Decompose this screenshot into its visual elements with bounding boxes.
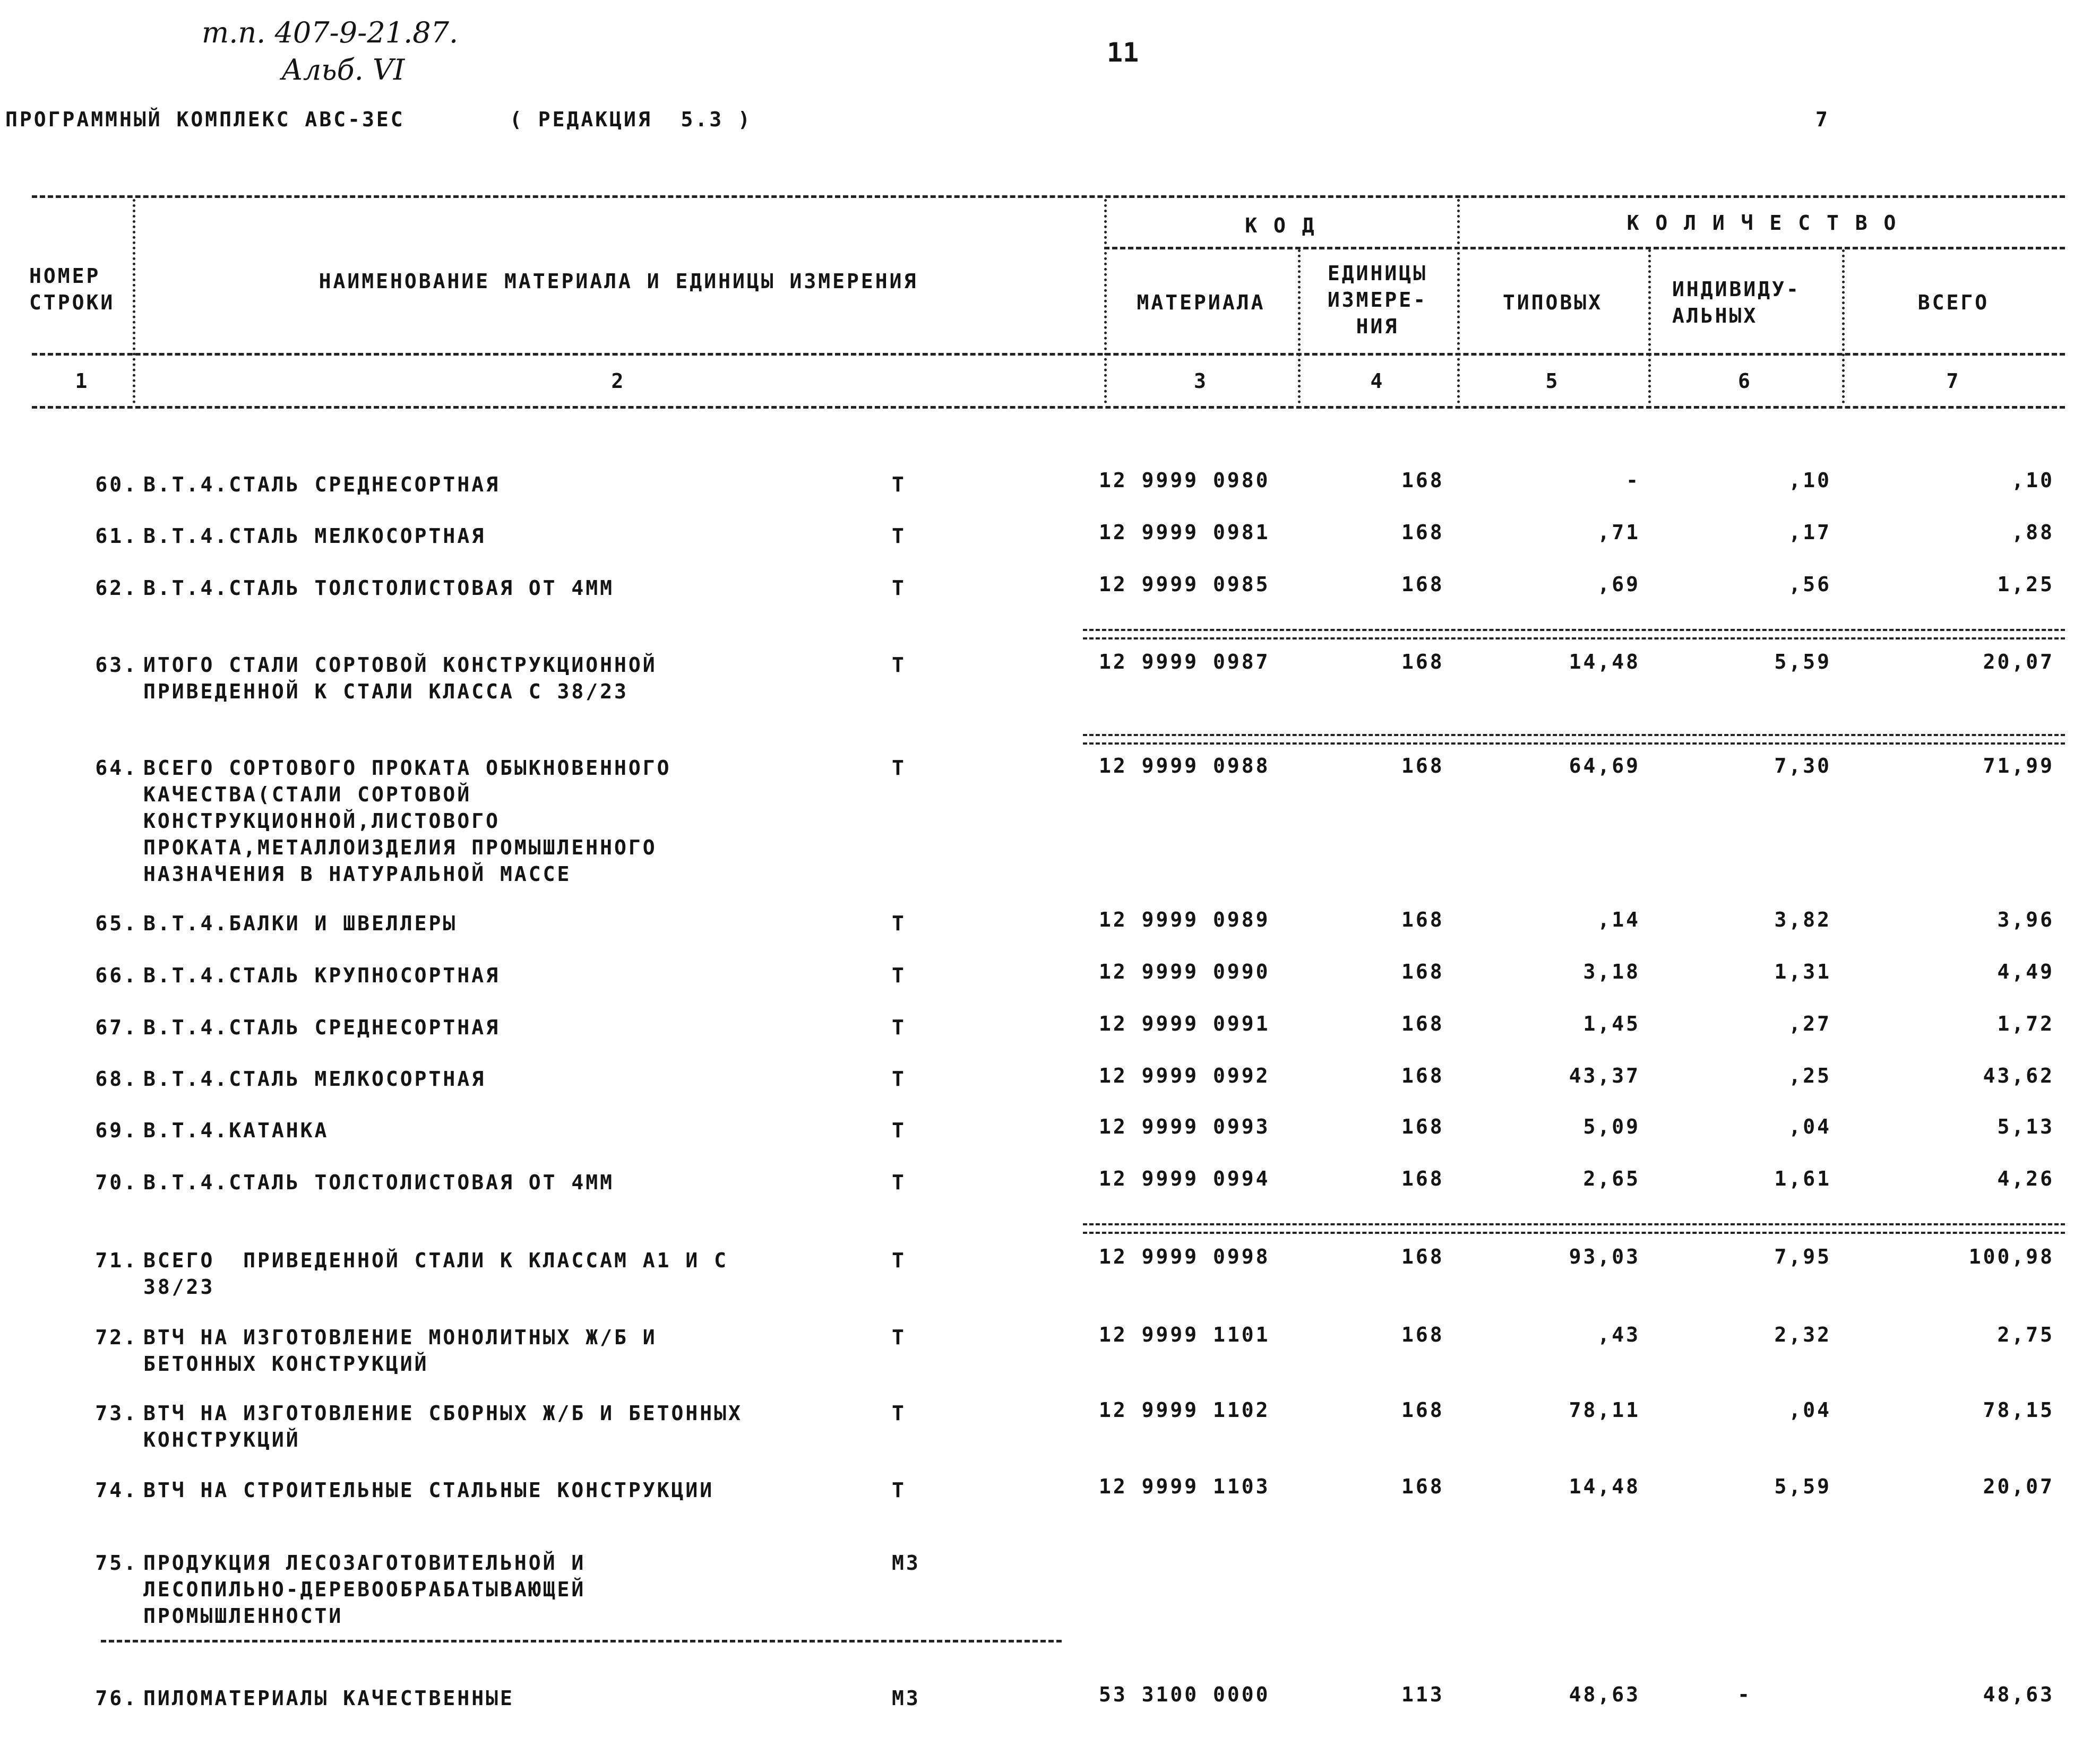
unit-name: Т <box>892 964 906 987</box>
quantity-individual: ,10 <box>1788 469 1831 492</box>
quantity-typical: 1,45 <box>1583 1012 1640 1035</box>
header-total: ВСЕГО <box>1917 291 1990 314</box>
material-name: В.Т.4.СТАЛЬ МЕЛКОСОРТНАЯ <box>143 524 486 548</box>
quantity-individual: ,25 <box>1788 1064 1831 1087</box>
unit-code: 168 <box>1401 1323 1444 1346</box>
column-number: 7 <box>1946 369 1961 393</box>
material-name: В.Т.4.СТАЛЬ ТОЛСТОЛИСТОВАЯ ОТ 4ММ <box>143 576 614 600</box>
quantity-total: ,88 <box>2011 521 2054 544</box>
material-name: ПИЛОМАТЕРИАЛЫ КАЧЕСТВЕННЫЕ <box>143 1687 514 1710</box>
unit-code: 168 <box>1401 469 1444 492</box>
subtotal-rule <box>1083 629 2065 639</box>
quantity-typical: ,43 <box>1597 1323 1640 1346</box>
unit-code: 168 <box>1401 1245 1444 1268</box>
material-code: 12 9999 1101 <box>1099 1323 1270 1346</box>
unit-code: 168 <box>1401 1475 1444 1498</box>
material-code: 12 9999 0991 <box>1099 1012 1270 1035</box>
unit-code: 168 <box>1401 960 1444 983</box>
unit-name: Т <box>892 1249 906 1272</box>
unit-name: Т <box>892 653 906 677</box>
unit-name: Т <box>892 1479 906 1502</box>
material-name: ПРОДУКЦИЯ ЛЕСОЗАГОТОВИТЕЛЬНОЙ И ЛЕСОПИЛЬНО-ДЕРЕВООБРАБАТЫВАЮЩЕЙ ПРОМЫШЛЕННОСТИ <box>143 1551 586 1628</box>
row-number: 74. <box>95 1479 138 1502</box>
row-number: 71. <box>95 1249 138 1272</box>
unit-code: 168 <box>1401 1012 1444 1035</box>
column-number: 3 <box>1194 369 1208 393</box>
quantity-individual: 5,59 <box>1774 1475 1831 1498</box>
quantity-total: 3,96 <box>1997 908 2054 931</box>
material-code: 12 9999 0992 <box>1099 1064 1270 1087</box>
handwritten-reference-line1: т.п. 407-9-21.87. <box>202 16 459 49</box>
unit-name: Т <box>892 912 906 935</box>
quantity-total: 48,63 <box>1983 1683 2054 1706</box>
page-number-center: 11 <box>1107 37 1139 68</box>
quantity-individual: 7,30 <box>1774 754 1831 777</box>
row-number: 64. <box>95 756 138 780</box>
material-name: В.Т.4.СТАЛЬ КРУПНОСОРТНАЯ <box>143 964 500 987</box>
material-code: 12 9999 0980 <box>1099 469 1270 492</box>
quantity-total: 71,99 <box>1983 754 2054 777</box>
column-number: 4 <box>1370 369 1385 393</box>
header-individual: ИНДИВИДУ- АЛЬНЫХ <box>1672 278 1801 327</box>
quantity-typical: 5,09 <box>1583 1115 1640 1138</box>
quantity-total: ,10 <box>2011 469 2054 492</box>
unit-code: 168 <box>1401 1398 1444 1422</box>
unit-name: Т <box>892 524 906 548</box>
header-unit: ЕДИНИЦЫ ИЗМЕРЕ- НИЯ <box>1327 262 1428 338</box>
material-name: ИТОГО СТАЛИ СОРТОВОЙ КОНСТРУКЦИОННОЙ ПРИВЕДЕННОЙ К СТАЛИ КЛАССА С 38/23 <box>143 653 657 703</box>
material-name: В.Т.4.СТАЛЬ СРЕДНЕСОРТНАЯ <box>143 473 500 496</box>
quantity-total: 5,13 <box>1997 1115 2054 1138</box>
unit-code: 168 <box>1401 908 1444 931</box>
material-code: 12 9999 0989 <box>1099 908 1270 931</box>
material-name: ВТЧ НА СТРОИТЕЛЬНЫЕ СТАЛЬНЫЕ КОНСТРУКЦИИ <box>143 1479 715 1502</box>
column-number: 5 <box>1545 369 1560 393</box>
program-edition: ( РЕДАКЦИЯ 5.3 ) <box>510 108 752 131</box>
header-quantity-group: К О Л И Ч Е С Т В О <box>1626 211 1898 235</box>
quantity-typical: ,71 <box>1597 521 1640 544</box>
row-number: 62. <box>95 576 138 600</box>
material-name: В.Т.4.СТАЛЬ СРЕДНЕСОРТНАЯ <box>143 1016 500 1039</box>
quantity-total: 4,49 <box>1997 960 2054 983</box>
unit-code: 168 <box>1401 754 1444 777</box>
material-code: 12 9999 0994 <box>1099 1167 1270 1190</box>
unit-code: 168 <box>1401 1064 1444 1087</box>
quantity-total: 4,26 <box>1997 1167 2054 1190</box>
material-code: 12 9999 0985 <box>1099 573 1270 596</box>
unit-name: Т <box>892 1402 906 1425</box>
header-bottom-rule <box>32 406 2065 409</box>
quantity-individual: - <box>1737 1683 1752 1706</box>
row-number: 61. <box>95 524 138 548</box>
quantity-total: 1,72 <box>1997 1012 2054 1035</box>
quantity-individual: 2,32 <box>1774 1323 1831 1346</box>
unit-name: М3 <box>892 1687 920 1710</box>
header-material: МАТЕРИАЛА <box>1137 291 1266 314</box>
quantity-individual: ,04 <box>1788 1115 1831 1138</box>
material-name: В.Т.4.СТАЛЬ МЕЛКОСОРТНАЯ <box>143 1067 486 1091</box>
unit-code: 113 <box>1401 1683 1444 1706</box>
unit-name: Т <box>892 1326 906 1349</box>
unit-name: Т <box>892 473 906 496</box>
quantity-individual: ,17 <box>1788 521 1831 544</box>
quantity-individual: ,56 <box>1788 573 1831 596</box>
handwritten-reference-line2: Альб. VI <box>281 53 405 87</box>
quantity-individual: ,27 <box>1788 1012 1831 1035</box>
material-name: В.Т.4.СТАЛЬ ТОЛСТОЛИСТОВАЯ ОТ 4ММ <box>143 1171 614 1194</box>
quantity-total: 20,07 <box>1983 1475 2054 1498</box>
unit-name: Т <box>892 576 906 600</box>
unit-code: 168 <box>1401 1115 1444 1138</box>
material-code: 12 9999 0981 <box>1099 521 1270 544</box>
col-divider <box>133 199 135 403</box>
code-group-rule <box>1104 247 2065 249</box>
material-name: ВСЕГО СОРТОВОГО ПРОКАТА ОБЫКНОВЕННОГО КАЧЕСТВА(СТАЛИ СОРТОВОЙ КОНСТРУКЦИОННОЙ,ЛИСТОВОГО ПРОКАТА,МЕТАЛЛОИЗДЕЛИЯ ПРОМЫШЛЕННОГО НАЗНАЧЕНИЯ В НАТУРАЛЬНОЙ МАССЕ <box>143 756 672 886</box>
unit-code: 168 <box>1401 1167 1444 1190</box>
column-number: 6 <box>1738 369 1752 393</box>
row-number: 68. <box>95 1067 138 1091</box>
quantity-total: 78,15 <box>1983 1398 2054 1422</box>
row-number: 69. <box>95 1119 138 1142</box>
row-number: 70. <box>95 1171 138 1194</box>
quantity-typical: 64,69 <box>1569 754 1640 777</box>
quantity-typical: 14,48 <box>1569 1475 1640 1498</box>
header-name: НАИМЕНОВАНИЕ МАТЕРИАЛА И ЕДИНИЦЫ ИЗМЕРЕНИЯ <box>319 270 918 293</box>
row-number: 67. <box>95 1016 138 1039</box>
unit-code: 168 <box>1401 521 1444 544</box>
material-code: 12 9999 1102 <box>1099 1398 1270 1422</box>
quantity-individual: 3,82 <box>1774 908 1831 931</box>
material-code: 12 9999 0987 <box>1099 650 1270 673</box>
quantity-typical: ,14 <box>1597 908 1640 931</box>
unit-name: Т <box>892 1016 906 1039</box>
row-number: 72. <box>95 1326 138 1349</box>
row-number: 66. <box>95 964 138 987</box>
row-number: 60. <box>95 473 138 496</box>
quantity-typical: 93,03 <box>1569 1245 1640 1268</box>
subtotal-rule <box>1083 734 2065 745</box>
quantity-typical: 78,11 <box>1569 1398 1640 1422</box>
page-number-right: 7 <box>1815 108 1830 131</box>
material-code: 12 9999 0993 <box>1099 1115 1270 1138</box>
subtotal-rule <box>1083 1223 2065 1234</box>
row-number: 75. <box>95 1551 138 1575</box>
quantity-individual: 1,31 <box>1774 960 1831 983</box>
header-row-number: НОМЕР СТРОКИ <box>29 264 115 314</box>
row-number: 63. <box>95 653 138 677</box>
program-title: ПРОГРАММНЫЙ КОМПЛЕКС АВС-3ЕС <box>5 108 405 131</box>
quantity-typical: - <box>1626 469 1640 492</box>
quantity-typical: ,69 <box>1597 573 1640 596</box>
unit-name: Т <box>892 1171 906 1194</box>
unit-name: Т <box>892 756 906 780</box>
quantity-individual: 5,59 <box>1774 650 1831 673</box>
unit-name: М3 <box>892 1551 920 1575</box>
quantity-total: 100,98 <box>1968 1245 2054 1268</box>
row-number: 73. <box>95 1402 138 1425</box>
material-code: 53 3100 0000 <box>1099 1683 1270 1706</box>
quantity-individual: 7,95 <box>1774 1245 1831 1268</box>
material-code: 12 9999 0990 <box>1099 960 1270 983</box>
quantity-individual: 1,61 <box>1774 1167 1831 1190</box>
quantity-individual: ,04 <box>1788 1398 1831 1422</box>
material-name: ВТЧ НА ИЗГОТОВЛЕНИЕ МОНОЛИТНЫХ Ж/Б И БЕТОННЫХ КОНСТРУКЦИЙ <box>143 1326 657 1376</box>
unit-code: 168 <box>1401 573 1444 596</box>
unit-name: Т <box>892 1119 906 1142</box>
material-name: В.Т.4.БАЛКИ И ШВЕЛЛЕРЫ <box>143 912 458 935</box>
quantity-total: 43,62 <box>1983 1064 2054 1087</box>
material-code: 12 9999 0998 <box>1099 1245 1270 1268</box>
material-name: В.Т.4.КАТАНКА <box>143 1119 329 1142</box>
quantity-total: 1,25 <box>1997 573 2054 596</box>
material-code: 12 9999 1103 <box>1099 1475 1270 1498</box>
material-code: 12 9999 0988 <box>1099 754 1270 777</box>
column-number: 2 <box>611 369 626 393</box>
material-name: ВТЧ НА ИЗГОТОВЛЕНИЕ СБОРНЫХ Ж/Б И БЕТОННЫХ КОНСТРУКЦИЙ <box>143 1402 743 1451</box>
quantity-typical: 2,65 <box>1583 1167 1640 1190</box>
row-number: 76. <box>95 1687 138 1710</box>
quantity-typical: 43,37 <box>1569 1064 1640 1087</box>
quantity-total: 20,07 <box>1983 650 2054 673</box>
material-name: ВСЕГО ПРИВЕДЕННОЙ СТАЛИ К КЛАССАМ А1 И С 38/23 <box>143 1249 728 1299</box>
column-number: 1 <box>75 369 90 393</box>
quantity-typical: 48,63 <box>1569 1683 1640 1706</box>
quantity-typical: 3,18 <box>1583 960 1640 983</box>
quantity-typical: 14,48 <box>1569 650 1640 673</box>
quantity-total: 2,75 <box>1997 1323 2054 1346</box>
row-number: 65. <box>95 912 138 935</box>
unit-name: Т <box>892 1067 906 1091</box>
section-rule <box>101 1640 1062 1642</box>
header-mid-rule <box>32 353 2065 356</box>
header-typical: ТИПОВЫХ <box>1502 291 1603 314</box>
header-code-group: К О Д <box>1245 214 1316 237</box>
header-top-rule <box>32 195 2065 198</box>
unit-code: 168 <box>1401 650 1444 673</box>
